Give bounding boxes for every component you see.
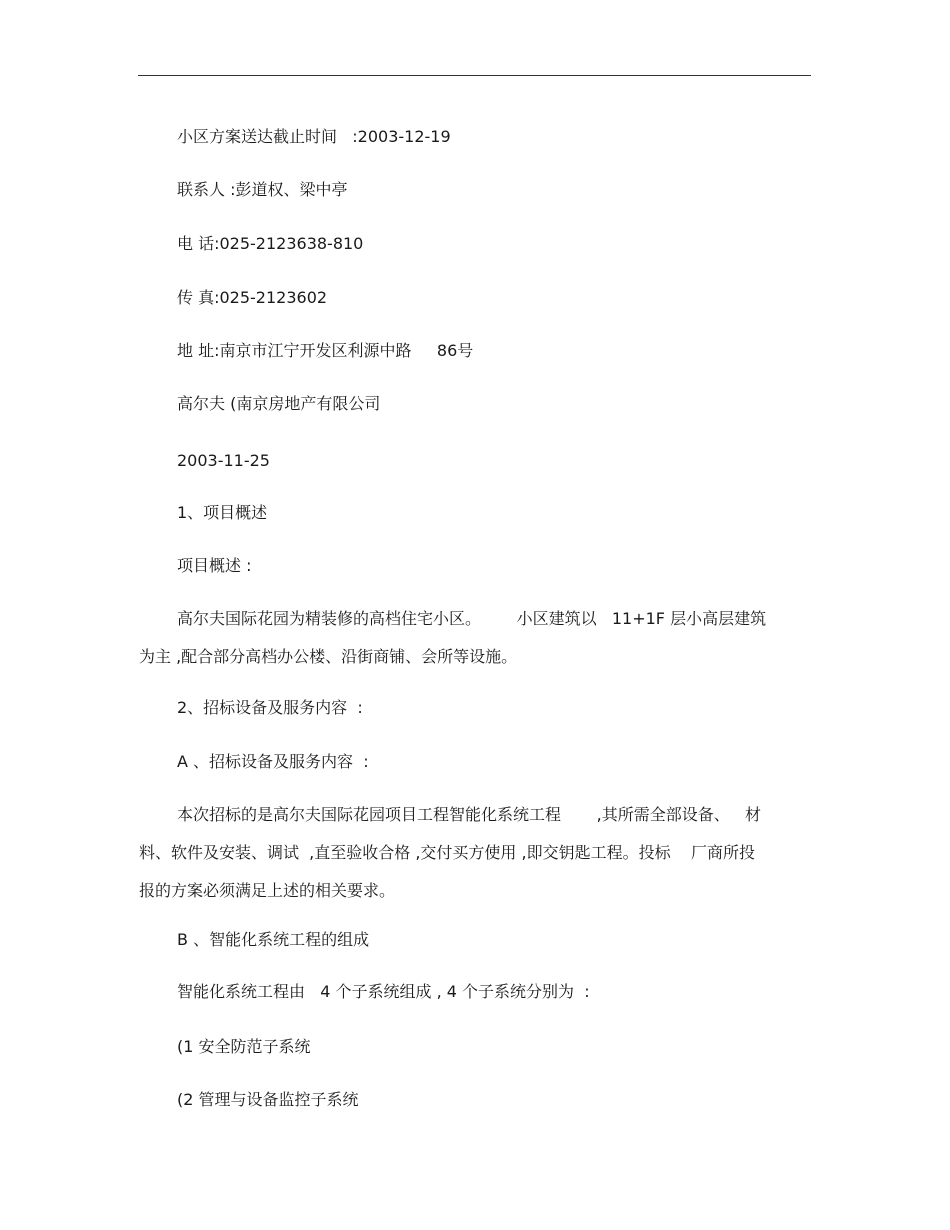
phone-line: 电 话:025-2123638-810 [177,234,364,253]
section-2-heading: 2、招标设备及服务内容 : [177,698,363,717]
scope-paragraph [139,796,810,910]
overview-paragraph-row-2: 为主 ,配合部分高档办公楼、沿街商铺、会所等设施。 [139,647,518,666]
scope-paragraph-row-1: 本次招标的是高尔夫国际花园项目工程智能化系统工程 ,其所需全部设备、 材 [177,805,761,824]
section-a-heading: A 、招标设备及服务内容 : [177,752,369,771]
contact-line: 联系人 :彭道权、梁中亭 [177,180,348,199]
section-1-heading: 1、项目概述 [177,503,268,522]
subsystems-intro: 智能化系统工程由 4 个子系统组成 , 4 个子系统分别为 : [177,982,590,1001]
scope-paragraph-row-2: 料、软件及安装、调试 ,直至验收合格 ,交付买方使用 ,即交钥匙工程。投标 厂商所投 [139,843,755,862]
section-b-heading: B 、智能化系统工程的组成 [177,930,370,949]
overview-label: 项目概述 : [177,556,252,575]
date-line: 2003-11-25 [177,451,270,470]
scope-paragraph-row-3: 报的方案必须满足上述的相关要求。 [139,881,396,900]
company-line: 高尔夫 (南京房地产有限公司 [177,394,381,413]
address-line: 地 址:南京市江宁开发区利源中路 86号 [177,341,474,360]
subsystem-item-2: (2 管理与设备监控子系统 [177,1090,359,1109]
deadline-line: 小区方案送达截止时间 :2003-12-19 [177,127,451,146]
overview-paragraph [139,600,810,676]
fax-line: 传 真:025-2123602 [177,288,328,307]
subsystem-item-1: (1 安全防范子系统 [177,1037,311,1056]
header-rule [138,75,811,76]
overview-paragraph-row-1: 高尔夫国际花园为精装修的高档住宅小区。 小区建筑以 11+1F 层小高层建筑 [177,609,767,628]
